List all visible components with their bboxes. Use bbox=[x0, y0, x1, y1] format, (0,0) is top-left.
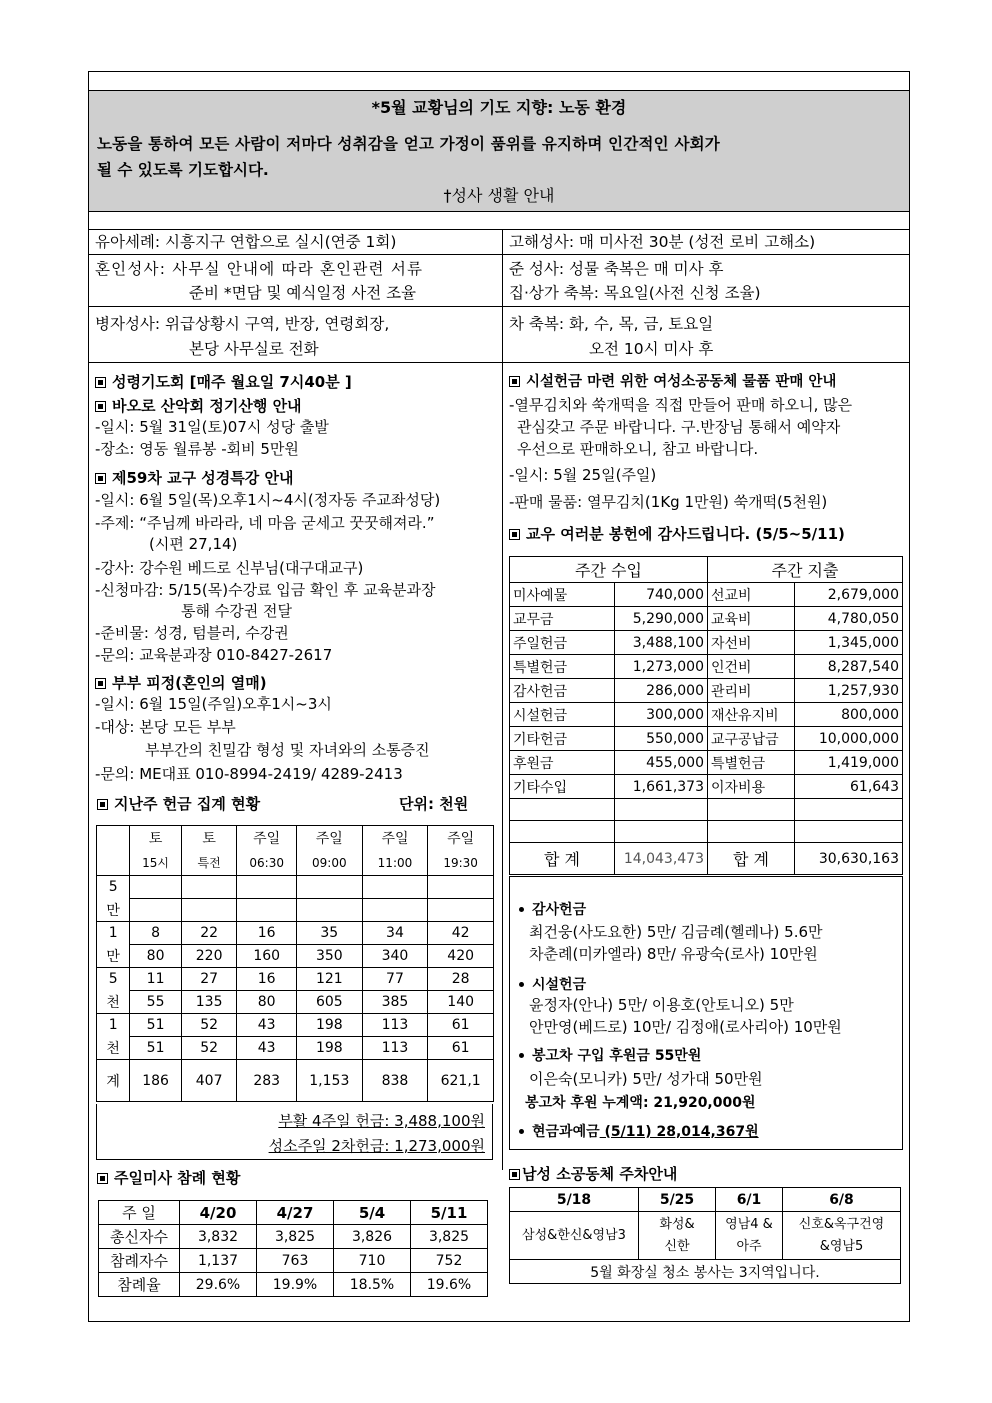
cash-cell: 34 bbox=[362, 922, 428, 945]
lecture-speaker: -강사: 강수원 베드로 신부님(대구대교구) bbox=[95, 559, 364, 577]
expense-header: 주간 지출 bbox=[708, 557, 903, 583]
cash-cell: 16 bbox=[237, 922, 297, 945]
cash-cell: 220 bbox=[181, 945, 237, 968]
cash-cell: 350 bbox=[296, 945, 362, 968]
sale-title: 시설헌금 마련 위한 여성소공동체 물품 판매 안내 bbox=[509, 372, 836, 392]
thanks-title: 교우 여러분 봉헌에 감사드립니다. (5/5~5/11) bbox=[509, 524, 845, 544]
mass-cell: 18.5% bbox=[334, 1273, 411, 1297]
finance-row bbox=[510, 727, 903, 751]
square-bullet-icon bbox=[509, 529, 520, 540]
cash-cell: 35 bbox=[296, 922, 362, 945]
facility-line-1: 윤정자(안나) 5만/ 이용호(안토니오) 5만 bbox=[529, 996, 794, 1014]
prayer-line2: 될 수 있도록 기도합시다. bbox=[97, 161, 269, 179]
finance-row bbox=[510, 655, 903, 679]
mass-cell: 19.9% bbox=[257, 1273, 334, 1297]
lecture-title: 제59차 교구 성경특강 안내 bbox=[95, 468, 293, 488]
cash-col-top: 주일 bbox=[428, 826, 494, 851]
sale-date: -일시: 5월 25일(주일) bbox=[509, 466, 657, 484]
income-item: 감사헌금 bbox=[510, 679, 615, 703]
cash-total: 1,153 bbox=[296, 1060, 362, 1102]
income-item: 교무금 bbox=[510, 607, 615, 631]
mass-row bbox=[99, 1249, 488, 1273]
marriage-info-2: 준비 *면담 및 예식일정 사전 조율 bbox=[189, 284, 417, 302]
car-donation-total: 봉고차 후원 누계액: 21,920,000원 bbox=[525, 1095, 756, 1111]
baptism-info: 유아세례: 시흥지구 연합으로 실시(연중 1회) bbox=[95, 233, 397, 251]
income-item: 주일헌금 bbox=[510, 631, 615, 655]
bullet-icon bbox=[519, 982, 524, 987]
square-bullet-icon bbox=[95, 473, 106, 484]
income-item: 미사예물 bbox=[510, 583, 615, 607]
income-amount: 5,290,000 bbox=[615, 607, 708, 631]
cash-col-sub: 19:30 bbox=[428, 851, 494, 876]
cash-total: 621,1 bbox=[428, 1060, 494, 1102]
cash-cell bbox=[428, 899, 494, 922]
cash-cell: 385 bbox=[362, 991, 428, 1014]
car-blessing-1: 차 축복: 화, 수, 목, 금, 토요일 bbox=[509, 315, 714, 333]
couple-contact: -문의: ME대표 010-8994-2419/ 4289-2413 bbox=[95, 765, 403, 783]
cash-cell bbox=[181, 899, 237, 922]
expense-amount: 8,287,540 bbox=[795, 655, 903, 679]
cash-cell: 121 bbox=[296, 968, 362, 991]
total-income-label: 합 계 bbox=[510, 843, 615, 875]
marriage-info-1: 혼인성사: 사무실 안내에 따라 혼인관련 서류 bbox=[95, 260, 424, 278]
paul-line-2: -장소: 영동 월류봉 -회비 5만원 bbox=[95, 440, 299, 458]
cash-cell: 198 bbox=[296, 1037, 362, 1060]
expense-amount: 4,780,050 bbox=[795, 607, 903, 631]
prayer-title: *5월 교황님의 기도 지향: 노동 환경 bbox=[371, 98, 627, 117]
income-item: 특별헌금 bbox=[510, 655, 615, 679]
square-bullet-icon bbox=[97, 799, 108, 810]
expense-amount: 10,000,000 bbox=[795, 727, 903, 751]
sick-info-1: 병자성사: 위급상황시 구역, 반장, 연령회장, bbox=[95, 315, 390, 333]
finance-row bbox=[510, 703, 903, 727]
cash-cell: 27 bbox=[181, 968, 237, 991]
cash-cell: 43 bbox=[237, 1014, 297, 1037]
mass-table bbox=[98, 1200, 488, 1297]
cash-col-sub: 09:00 bbox=[296, 851, 362, 876]
expense-amount: 1,257,930 bbox=[795, 679, 903, 703]
cash-col-top: 주일 bbox=[362, 826, 428, 851]
cash-cell bbox=[237, 876, 297, 899]
mass-row bbox=[99, 1225, 488, 1249]
mass-title: 주일미사 참례 현황 bbox=[97, 1168, 240, 1188]
cash-row-label: 1 bbox=[97, 922, 130, 945]
cash-row-label: 만 bbox=[97, 945, 130, 968]
sacrament-title: †성사 생활 안내 bbox=[443, 186, 555, 205]
square-bullet-icon bbox=[509, 1169, 520, 1180]
gratitude-title: 감사헌금 bbox=[517, 900, 586, 920]
finance-row bbox=[510, 775, 903, 799]
expense-item: 자선비 bbox=[708, 631, 795, 655]
cash-col-sub: 특전 bbox=[181, 851, 237, 876]
total-expense: 30,630,163 bbox=[795, 843, 903, 875]
bullet-icon bbox=[519, 907, 524, 912]
parking-date: 6/1 bbox=[716, 1188, 783, 1212]
mass-header: 4/27 bbox=[257, 1201, 334, 1225]
blessing-info-2: 집·상가 축복: 목요일(사전 신청 조율) bbox=[509, 284, 761, 302]
gratitude-line-2: 차춘례(미카엘라) 8만/ 유광숙(로사) 10만원 bbox=[529, 945, 818, 963]
cash-cell bbox=[296, 876, 362, 899]
lecture-deadline-2: 통해 수강권 전달 bbox=[181, 602, 292, 620]
lecture-items: -준비물: 성경, 텀블러, 수강권 bbox=[95, 624, 289, 642]
cash-total: 186 bbox=[130, 1060, 182, 1102]
mass-row bbox=[99, 1273, 488, 1297]
square-bullet-icon bbox=[95, 678, 106, 689]
square-bullet-icon bbox=[509, 376, 520, 387]
cash-cell bbox=[130, 899, 182, 922]
cash-cell: 605 bbox=[296, 991, 362, 1014]
mass-header: 4/20 bbox=[180, 1201, 257, 1225]
lecture-deadline-1: -신청마감: 5/15(목)수강료 입금 확인 후 교육분과장 bbox=[95, 581, 436, 599]
sale-line-2: 관심갖고 주문 바랍니다. 구.반장님 통해서 예약자 bbox=[517, 418, 841, 436]
income-amount: 1,661,373 bbox=[615, 775, 708, 799]
parking-title: 남성 소공동체 주차안내 bbox=[509, 1164, 677, 1184]
cash-cell: 51 bbox=[130, 1014, 182, 1037]
income-item: 기타수입 bbox=[510, 775, 615, 799]
expense-amount: 1,419,000 bbox=[795, 751, 903, 775]
car-blessing-2: 오전 10시 미사 후 bbox=[589, 340, 714, 358]
income-amount: 740,000 bbox=[615, 583, 708, 607]
mass-cell: 19.6% bbox=[411, 1273, 488, 1297]
expense-amount: 1,345,000 bbox=[795, 631, 903, 655]
cash-col-top: 토 bbox=[181, 826, 237, 851]
bulletin-page bbox=[88, 71, 910, 1322]
cash-cell: 51 bbox=[130, 1037, 182, 1060]
mass-header: 주 일 bbox=[99, 1201, 180, 1225]
sale-items: -판매 물품: 열무김치(1Kg 1만원) 쑥개떡(5천원) bbox=[509, 493, 828, 511]
cash-cell bbox=[362, 899, 428, 922]
cash-col-top: 토 bbox=[130, 826, 182, 851]
cash-note-2: 성소주일 2차헌금: 1,273,000원 bbox=[268, 1137, 485, 1155]
cash-total: 407 bbox=[181, 1060, 237, 1102]
cash-cell: 135 bbox=[181, 991, 237, 1014]
gratitude-line-1: 최건웅(사도요한) 5만/ 김금례(헬레나) 5.6만 bbox=[529, 923, 823, 941]
cash-row bbox=[97, 945, 494, 968]
mass-row-label: 총신자수 bbox=[99, 1225, 180, 1249]
cash-cell: 420 bbox=[428, 945, 494, 968]
cash-row bbox=[97, 899, 494, 922]
cash-cell bbox=[428, 876, 494, 899]
income-item: 시설헌금 bbox=[510, 703, 615, 727]
cash-cell: 198 bbox=[296, 1014, 362, 1037]
parking-date: 5/25 bbox=[639, 1188, 716, 1212]
parking-assignee: 삼성&한신&영남3 bbox=[510, 1212, 639, 1260]
cash-row-label: 천 bbox=[97, 991, 130, 1014]
cash-cell: 55 bbox=[130, 991, 182, 1014]
cash-cell bbox=[362, 876, 428, 899]
mass-cell: 1,137 bbox=[180, 1249, 257, 1273]
finance-row bbox=[510, 631, 903, 655]
income-amount: 3,488,100 bbox=[615, 631, 708, 655]
bullet-icon bbox=[519, 1129, 524, 1134]
cash-title: 지난주 헌금 집계 현황 bbox=[97, 794, 260, 814]
cash-row-label: 1 bbox=[97, 1014, 130, 1037]
expense-item: 선교비 bbox=[708, 583, 795, 607]
cash-cell: 140 bbox=[428, 991, 494, 1014]
cash-col-top: 주일 bbox=[296, 826, 362, 851]
cash-cell: 11 bbox=[130, 968, 182, 991]
sale-line-3: 우선으로 판매하오니, 참고 바랍니다. bbox=[517, 440, 759, 458]
mass-row-label: 참례자수 bbox=[99, 1249, 180, 1273]
cash-row bbox=[97, 1037, 494, 1060]
income-amount: 455,000 bbox=[615, 751, 708, 775]
cash-row bbox=[97, 991, 494, 1014]
parking-table bbox=[509, 1187, 901, 1284]
cash-row bbox=[97, 968, 494, 991]
expense-item: 교육비 bbox=[708, 607, 795, 631]
lecture-theme-2: (시편 27,14) bbox=[149, 535, 238, 553]
mass-cell: 29.6% bbox=[180, 1273, 257, 1297]
cash-row-label: 5 bbox=[97, 876, 130, 899]
expense-item: 특별헌금 bbox=[708, 751, 795, 775]
cash-cell: 113 bbox=[362, 1014, 428, 1037]
cash-cell: 80 bbox=[130, 945, 182, 968]
income-amount: 1,273,000 bbox=[615, 655, 708, 679]
mass-cell: 3,826 bbox=[334, 1225, 411, 1249]
expense-amount: 2,679,000 bbox=[795, 583, 903, 607]
expense-item: 인건비 bbox=[708, 655, 795, 679]
finance-row bbox=[510, 607, 903, 631]
couple-desc: 부부간의 친밀감 형성 및 자녀와의 소통증진 bbox=[145, 741, 430, 759]
cash-cell: 43 bbox=[237, 1037, 297, 1060]
income-item: 후원금 bbox=[510, 751, 615, 775]
finance-row bbox=[510, 751, 903, 775]
cash-unit: 단위: 천원 bbox=[399, 795, 469, 813]
income-amount: 300,000 bbox=[615, 703, 708, 727]
cash-col-top: 주일 bbox=[237, 826, 297, 851]
restroom-notice: 5월 화장실 청소 봉사는 3지역입니다. bbox=[510, 1260, 901, 1284]
cash-table bbox=[96, 825, 494, 1102]
confession-info: 고해성사: 매 미사전 30분 (성전 로비 고해소) bbox=[509, 233, 816, 251]
income-amount: 286,000 bbox=[615, 679, 708, 703]
mass-cell: 3,825 bbox=[411, 1225, 488, 1249]
cash-col-sub: 11:00 bbox=[362, 851, 428, 876]
cash-col-sub: 15시 bbox=[130, 851, 182, 876]
square-bullet-icon bbox=[97, 1173, 108, 1184]
square-bullet-icon bbox=[95, 377, 106, 388]
parking-assignee: 영남4 & 아주 bbox=[716, 1212, 783, 1260]
mass-cell: 3,832 bbox=[180, 1225, 257, 1249]
mass-cell: 710 bbox=[334, 1249, 411, 1273]
mass-header: 5/4 bbox=[334, 1201, 411, 1225]
lecture-theme-1: -주제: “주님께 바라라, 네 마음 굳세고 꿋꿋해져라.” bbox=[95, 514, 435, 532]
mass-row-label: 참례율 bbox=[99, 1273, 180, 1297]
prayer-line1: 노동을 통하여 모든 사람이 저마다 성취감을 얻고 가정이 품위를 유지하며 인간적인 사회가 bbox=[97, 135, 720, 153]
cash-col-sub: 06:30 bbox=[237, 851, 297, 876]
balance: 현금과예금 (5/11) 28,014,367원 bbox=[517, 1122, 759, 1142]
cash-row-label: 만 bbox=[97, 899, 130, 922]
spirit-prayer-title: 성령기도회 [매주 월요일 7시40분 ] bbox=[95, 372, 352, 392]
blessing-info-1: 준 성사: 성물 축복은 매 미사 후 bbox=[509, 260, 724, 278]
cash-cell: 22 bbox=[181, 922, 237, 945]
lecture-date: -일시: 6월 5일(목)오후1시~4시(정자동 주교좌성당) bbox=[95, 491, 441, 509]
cash-row bbox=[97, 1014, 494, 1037]
lecture-contact: -문의: 교육분과장 010-8427-2617 bbox=[95, 646, 333, 664]
mass-cell: 3,825 bbox=[257, 1225, 334, 1249]
parking-assignee: 신호&옥구건영 &영남5 bbox=[783, 1212, 901, 1260]
finance-row bbox=[510, 679, 903, 703]
paul-club-title: 바오로 산악회 정기산행 안내 bbox=[95, 396, 302, 416]
facility-title: 시설헌금 bbox=[517, 975, 586, 995]
cash-cell: 8 bbox=[130, 922, 182, 945]
cash-cell: 16 bbox=[237, 968, 297, 991]
expense-amount: 800,000 bbox=[795, 703, 903, 727]
cash-cell bbox=[296, 899, 362, 922]
expense-amount: 61,643 bbox=[795, 775, 903, 799]
car-donation-line: 이은숙(모니카) 5만/ 성가대 50만원 bbox=[529, 1070, 763, 1088]
paul-line-1: -일시: 5월 31일(토)07시 성당 출발 bbox=[95, 418, 329, 436]
total-expense-label: 합 계 bbox=[708, 843, 795, 875]
cash-cell: 42 bbox=[428, 922, 494, 945]
cash-cell bbox=[130, 876, 182, 899]
expense-item: 재산유지비 bbox=[708, 703, 795, 727]
cash-total: 838 bbox=[362, 1060, 428, 1102]
cash-cell: 52 bbox=[181, 1014, 237, 1037]
mass-cell: 752 bbox=[411, 1249, 488, 1273]
couple-target: -대상: 본당 모든 부부 bbox=[95, 718, 236, 736]
cash-total-label: 계 bbox=[97, 1060, 130, 1102]
cash-cell: 80 bbox=[237, 991, 297, 1014]
cash-row-label: 천 bbox=[97, 1037, 130, 1060]
finance-table bbox=[509, 556, 903, 875]
income-header: 주간 수입 bbox=[510, 557, 708, 583]
mass-cell: 763 bbox=[257, 1249, 334, 1273]
cash-cell: 160 bbox=[237, 945, 297, 968]
cash-note-1: 부활 4주일 헌금: 3,488,100원 bbox=[278, 1112, 485, 1130]
cash-cell bbox=[181, 876, 237, 899]
bullet-icon bbox=[519, 1053, 524, 1058]
square-bullet-icon bbox=[95, 401, 106, 412]
cash-cell: 61 bbox=[428, 1014, 494, 1037]
parking-date: 6/8 bbox=[783, 1188, 901, 1212]
cash-cell: 113 bbox=[362, 1037, 428, 1060]
cash-cell: 52 bbox=[181, 1037, 237, 1060]
income-amount: 550,000 bbox=[615, 727, 708, 751]
couple-date: -일시: 6월 15일(주일)오후1시~3시 bbox=[95, 695, 332, 713]
cash-cell: 340 bbox=[362, 945, 428, 968]
cash-cell: 28 bbox=[428, 968, 494, 991]
expense-item: 교구공납금 bbox=[708, 727, 795, 751]
finance-row bbox=[510, 583, 903, 607]
mass-header: 5/11 bbox=[411, 1201, 488, 1225]
facility-line-2: 안만영(베드로) 10만/ 김정애(로사리아) 10만원 bbox=[529, 1018, 842, 1036]
car-donation-title: 봉고차 구입 후원금 55만원 bbox=[517, 1046, 701, 1066]
income-item: 기타헌금 bbox=[510, 727, 615, 751]
cash-cell: 61 bbox=[428, 1037, 494, 1060]
cash-row-label: 5 bbox=[97, 968, 130, 991]
cash-cell bbox=[237, 899, 297, 922]
sick-info-2: 본당 사무실로 전화 bbox=[189, 340, 319, 358]
cash-cell: 77 bbox=[362, 968, 428, 991]
parking-assignee: 화성& 신한 bbox=[639, 1212, 716, 1260]
cash-row bbox=[97, 876, 494, 899]
cash-row bbox=[97, 922, 494, 945]
couple-title: 부부 피정(혼인의 열매) bbox=[95, 673, 267, 693]
expense-item: 이자비용 bbox=[708, 775, 795, 799]
total-income: 14,043,473 bbox=[615, 843, 708, 875]
expense-item: 관리비 bbox=[708, 679, 795, 703]
sale-line-1: -열무김치와 쑥개떡을 직접 만들어 판매 하오니, 많은 bbox=[509, 396, 853, 414]
cash-total: 283 bbox=[237, 1060, 297, 1102]
parking-date: 5/18 bbox=[510, 1188, 639, 1212]
